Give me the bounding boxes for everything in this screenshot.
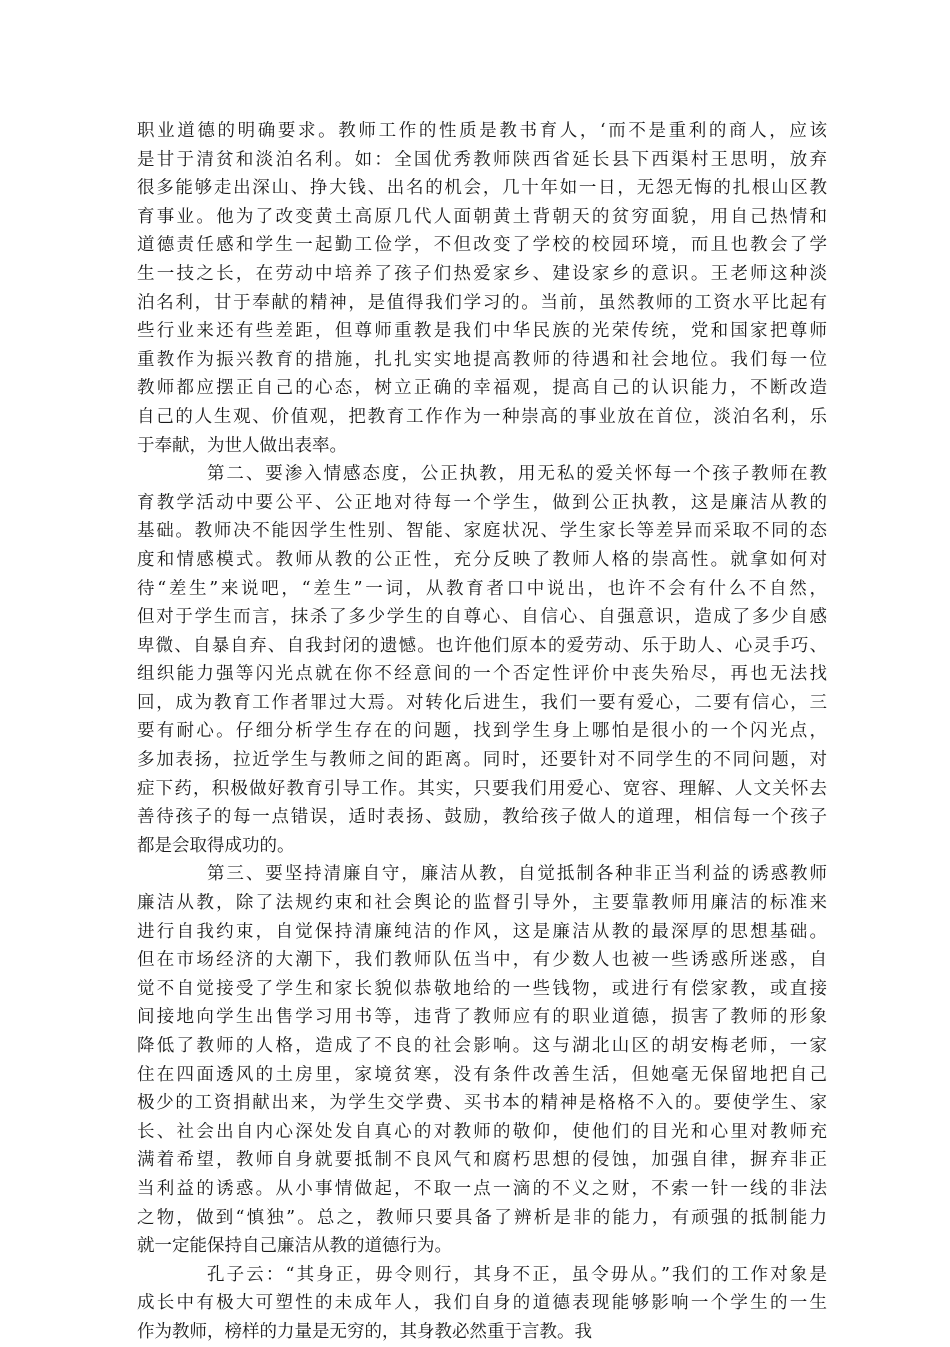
text-line: 第二、要渗入情感态度，公正执教，用无私的爱关怀每一个孩子教师在教 [207, 464, 827, 485]
paragraph [137, 1261, 827, 1347]
document-body [137, 117, 827, 1347]
paragraph [137, 860, 827, 1260]
text-line: 回，成为教育工作者罪过大焉。对转化后进生，我们一要有爱心，二要有信心，三 [137, 692, 827, 713]
text-line: 些行业来还有些差距，但尊师重教是我们中华民族的光荣传统，党和国家把尊师 [137, 321, 827, 342]
text-line: 育事业。他为了改变黄土高原几代人面朝黄土背朝天的贫穷面貌，用自己热情和 [137, 206, 827, 227]
text-line: 自己的人生观、价值观，把教育工作作为一种崇高的事业放在首位，淡泊名利，乐 [137, 406, 827, 427]
text-line: 多加表扬，拉近学生与教师之间的距离。同时，还要针对不同学生的不同问题，对 [137, 750, 827, 771]
text-line: 卑微、自暴自弃、自我封闭的遗憾。也许他们原本的爱劳动、乐于助人、心灵手巧、 [137, 635, 827, 656]
text-line: 长、社会出自内心深处发自真心的对教师的敬仰，使他们的目光和心里对教师充 [137, 1121, 827, 1142]
text-line: 职业道德的明确要求。教师工作的性质是教书育人，‘而不是重利的商人，应该 [137, 121, 827, 141]
text-line: 待“差生”来说吧，“差生”一词，从教育者口中说出，也许不会有什么不自然， [137, 578, 827, 599]
text-line: 要有耐心。仔细分析学生存在的问题，找到学生身上哪怕是很小的一个闪光点， [137, 721, 827, 742]
text-line: 当利益的诱惑。从小事情做起，不取一点一滴的不义之财，不索一针一线的非法 [137, 1178, 827, 1199]
text-line: 成长中有极大可塑性的未成年人，我们自身的道德表现能够影响一个学生的一生 [137, 1293, 827, 1314]
text-line: 生一技之长，在劳动中培养了孩子们热爱家乡、建设家乡的意识。王老师这种淡 [137, 263, 827, 284]
text-line: 就一定能保持自己廉洁从教的道德行为。 [137, 1236, 452, 1257]
text-line: 廉洁从教，除了法规约束和社会舆论的监督引导外，主要靠教师用廉洁的标准来 [137, 893, 827, 914]
paragraph [137, 460, 827, 860]
text-line: 满着希望，教师自身就要抵制不良风气和腐朽思想的侵蚀，加强自律，摒弃非正 [137, 1150, 827, 1171]
text-line: 于奉献，为世人做出表率。 [137, 435, 347, 456]
paragraph [137, 117, 827, 460]
text-line: 作为教师，榜样的力量是无穷的，其身教必然重于言教。我 [137, 1321, 592, 1342]
text-line: 道德责任感和学生一起勤工俭学，不但改变了学校的校园环境，而且也教会了学 [137, 235, 827, 256]
text-line: 教师都应摆正自己的心态，树立正确的幸福观，提高自己的认识能力，不断改造 [137, 378, 827, 399]
text-line: 间接地向学生出售学习用书等，违背了教师应有的职业道德，损害了教师的形象 [137, 1007, 827, 1028]
text-line: 第三、要坚持清廉自守，廉洁从教，自觉抵制各种非正当利益的诱惑教师 [207, 864, 827, 885]
text-line: 度和情感模式。教师从教的公正性，充分反映了教师人格的崇高性。就拿如何对 [137, 549, 827, 570]
text-line: 都是会取得成功的。 [137, 835, 295, 856]
text-line: 但对于学生而言，抹杀了多少学生的自尊心、自信心、自强意识，造成了多少自感 [137, 607, 827, 628]
text-line: 之物，做到“慎独”。总之，教师只要具备了辨析是非的能力，有顽强的抵制能力 [137, 1207, 827, 1228]
text-line: 住在四面透风的土房里，家境贫寒，没有条件改善生活，但她毫无保留地把自己 [137, 1064, 827, 1085]
text-line: 重教作为振兴教育的措施，扎扎实实地提高教师的待遇和社会地位。我们每一位 [137, 349, 827, 370]
text-line: 极少的工资捐献出来，为学生交学费、买书本的精神是格格不入的。要使学生、家 [137, 1093, 827, 1114]
text-line: 组织能力强等闪光点就在你不经意间的一个否定性评价中丧失殆尽，再也无法找 [137, 664, 827, 685]
text-line: 泊名利，甘于奉献的精神，是值得我们学习的。当前，虽然教师的工资水平比起有 [137, 292, 827, 313]
text-line: 但在市场经济的大潮下，我们教师队伍当中，有少数人也被一些诱惑所迷惑，自 [137, 950, 827, 971]
text-line: 降低了教师的人格，造成了不良的社会影响。这与湖北山区的胡安梅老师，一家 [137, 1036, 827, 1056]
text-line: 是甘于清贫和淡泊名利。如：全国优秀教师陕西省延长县下西渠村王思明，放弃 [137, 149, 827, 170]
text-line: 很多能够走出深山、挣大钱、出名的机会，几十年如一日，无怨无悔的扎根山区教 [137, 178, 827, 199]
text-line: 基础。教师决不能因学生性别、智能、家庭状况、学生家长等差异而采取不同的态 [137, 521, 827, 542]
text-line: 症下药，积极做好教育引导工作。其实，只要我们用爱心、宽容、理解、人文关怀去 [137, 778, 827, 799]
text-line: 善待孩子的每一点错误，适时表扬、鼓励，教给孩子做人的道理，相信每一个孩子 [137, 807, 827, 828]
text-line: 孔子云：“其身正，毋令则行，其身不正，虽令毋从。”我们的工作对象是 [207, 1264, 827, 1285]
text-line: 育教学活动中要公平、公正地对待每一个学生，做到公正执教，这是廉洁从教的 [137, 492, 827, 513]
text-line: 进行自我约束，自觉保持清廉纯洁的作风，这是廉洁从教的最深厚的思想基础。 [137, 921, 827, 942]
text-line: 觉不自觉接受了学生和家长貌似恭敬地给的一些钱物，或进行有偿家教，或直接 [137, 978, 827, 999]
